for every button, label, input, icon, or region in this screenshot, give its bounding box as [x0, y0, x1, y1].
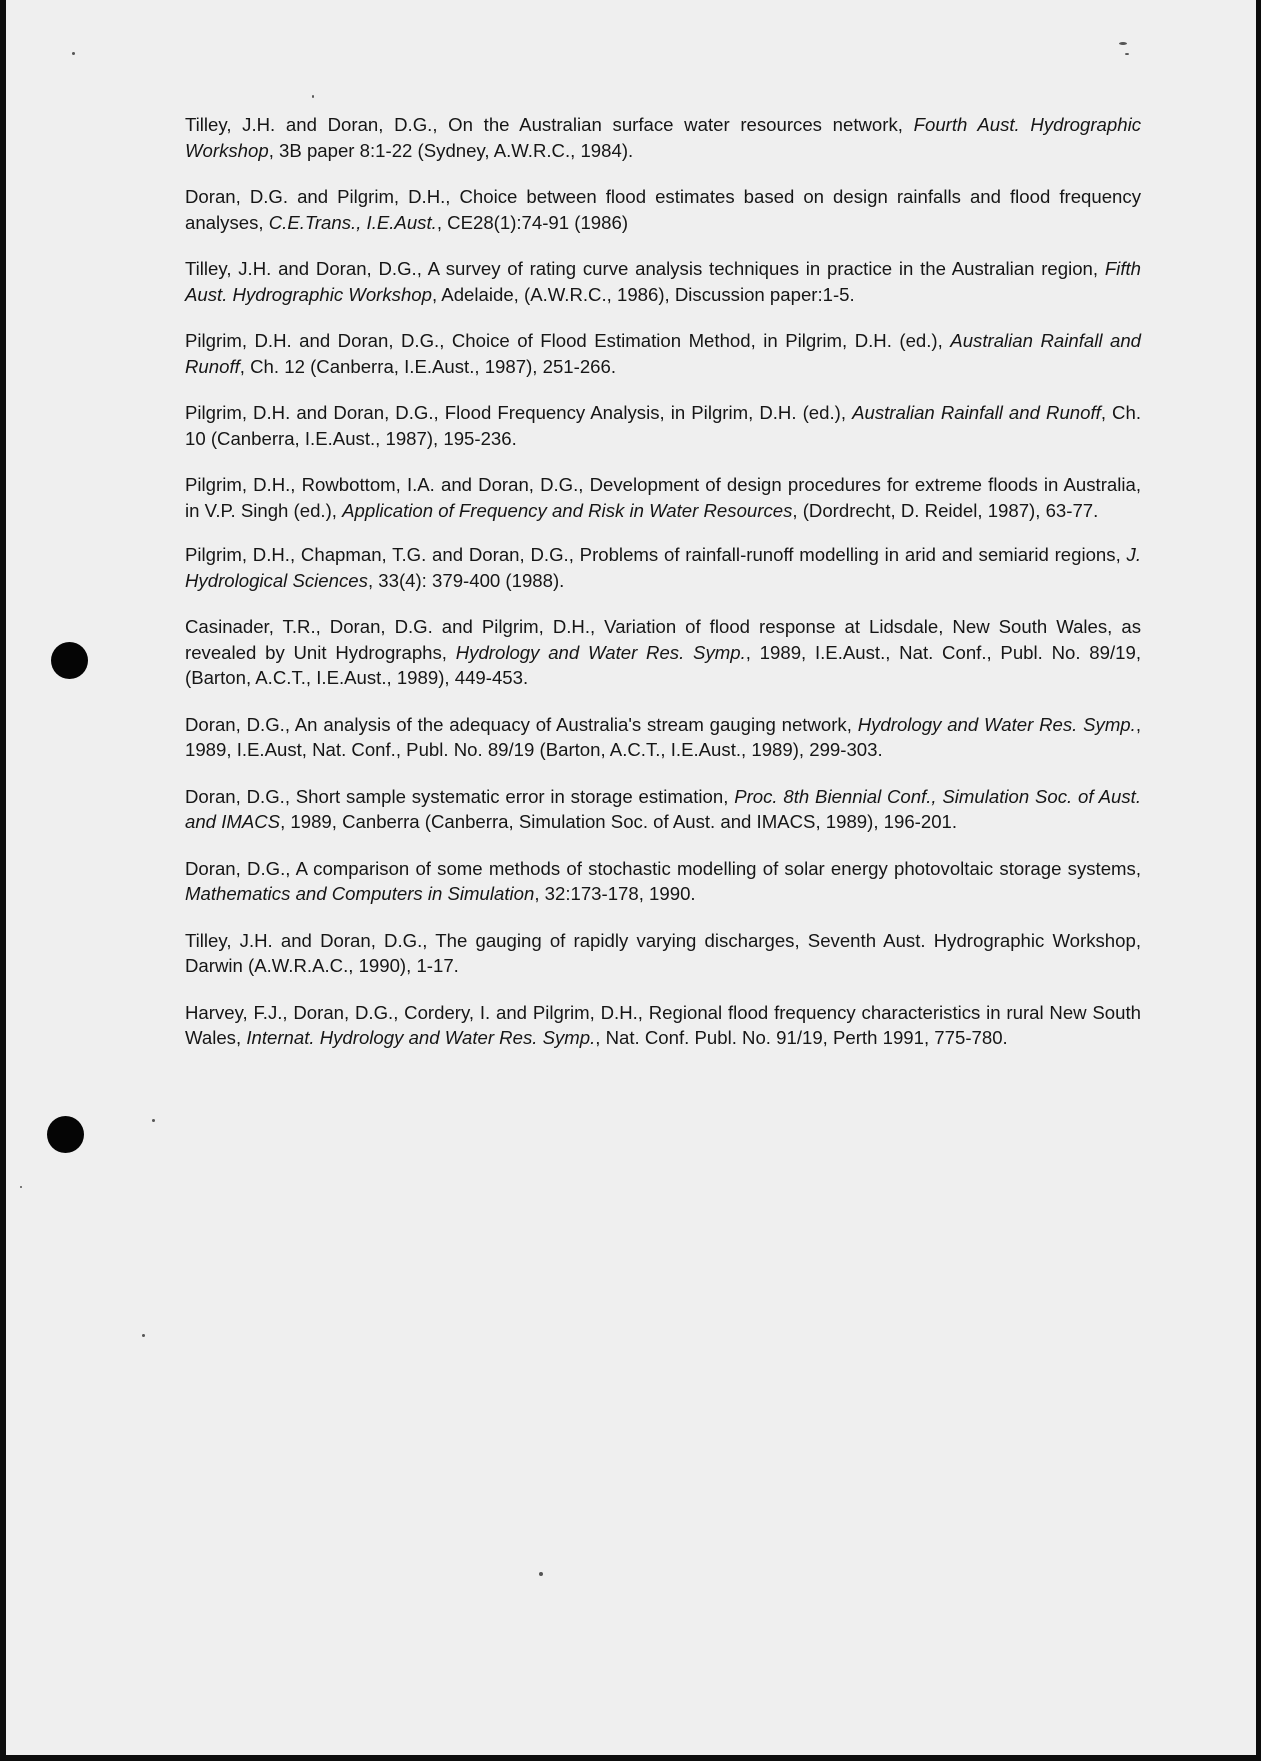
reference-text: Pilgrim, D.H. and Doran, D.G., Choice of Flood Estimation Method, in Pilgrim, D.H. (ed.),	[185, 330, 951, 351]
reference-source-title: Australian Rainfall and Runoff	[852, 402, 1101, 423]
reference-text: Doran, D.G., A comparison of some methods of stochastic modelling of solar energy photovoltaic storage systems,	[185, 857, 1141, 879]
reference-text: , 1989, I.E.Aust., Nat. Conf., Publ. No. 89/19, (Barton, A.C.T., I.E.Aust., 1989), 449-453.	[185, 641, 1141, 688]
reference-entry	[185, 712, 1141, 763]
reference-source-title: Proc. 8th Biennial Conf., Simulation Soc. of Aust. and IMACS	[185, 785, 1141, 832]
reference-entry	[185, 614, 1141, 691]
reference-text: Pilgrim, D.H., Chapman, T.G. and Doran, D.G., Problems of rainfall-runoff modelling in arid and semiarid regions,	[185, 544, 1127, 565]
scan-speck	[312, 95, 314, 98]
reference-text: , Adelaide, (A.W.R.C., 1986), Discussion paper:1-5.	[432, 283, 855, 305]
scan-speck	[142, 1334, 145, 1337]
scan-speck	[539, 1572, 543, 1576]
punch-hole-lower	[47, 1116, 84, 1153]
scan-speck	[1125, 53, 1129, 55]
reference-entry	[185, 184, 1141, 235]
reference-list	[185, 112, 1141, 1051]
reference-text: Pilgrim, D.H., Rowbottom, I.A. and Doran, D.G., Development of design procedures for extreme floods in Australia, in V.P. Singh (ed.),	[185, 474, 1141, 521]
reference-text: Doran, D.G., Short sample systematic error in storage estimation,	[185, 785, 735, 807]
reference-entry	[185, 1000, 1141, 1051]
reference-entry	[185, 784, 1141, 835]
reference-text: , 33(4): 379-400 (1988).	[367, 569, 565, 591]
reference-text: , CE28(1):74-91 (1986)	[436, 211, 629, 233]
reference-entry	[185, 112, 1141, 163]
reference-source-title: Fourth Aust. Hydrographic Workshop	[185, 114, 1141, 161]
reference-source-title: Application of Frequency and Risk in Water Resources	[342, 499, 793, 521]
punch-hole-upper	[51, 642, 88, 679]
reference-entry	[185, 542, 1141, 593]
reference-source-title: Hydrology and Water Res. Symp.	[455, 641, 746, 663]
reference-source-title: Fifth Aust. Hydrographic Workshop	[185, 258, 1141, 305]
reference-text: , 3B paper 8:1-22 (Sydney, A.W.R.C., 1984).	[268, 139, 634, 161]
reference-text: , Ch. 12 (Canberra, I.E.Aust., 1987), 251-266.	[239, 355, 617, 377]
reference-text: Harvey, F.J., Doran, D.G., Cordery, I. and Pilgrim, D.H., Regional flood frequency characteristics in rural New South Wales,	[185, 1001, 1141, 1048]
scan-speck	[20, 1186, 22, 1188]
reference-text: Tilley, J.H. and Doran, D.G., On the Australian surface water resources network,	[185, 114, 914, 135]
reference-text: Casinader, T.R., Doran, D.G. and Pilgrim, D.H., Variation of flood response at Lidsdale, New South Wales, as revealed by Unit Hydrographs,	[185, 616, 1141, 663]
reference-text: , Nat. Conf. Publ. No. 91/19, Perth 1991, 775-780.	[595, 1027, 1008, 1048]
reference-source-title: J. Hydrological Sciences	[185, 544, 1141, 591]
reference-text: Tilley, J.H. and Doran, D.G., The gauging of rapidly varying discharges, Seventh Aust. Hydrographic Workshop, Darwin (A.W.R.A.C., 1990), 1-17.	[185, 929, 1141, 976]
reference-source-title: Hydrology and Water Res. Symp.	[857, 713, 1136, 735]
scan-speck	[72, 52, 75, 55]
reference-source-title: Internat. Hydrology and Water Res. Symp.	[246, 1027, 596, 1048]
reference-entry	[185, 328, 1141, 379]
reference-source-title: Mathematics and Computers in Simulation	[185, 883, 535, 904]
scan-speck	[1119, 42, 1127, 45]
reference-text: Pilgrim, D.H. and Doran, D.G., Flood Frequency Analysis, in Pilgrim, D.H. (ed.),	[185, 402, 853, 423]
reference-text: , 1989, I.E.Aust, Nat. Conf., Publ. No. 89/19 (Barton, A.C.T., I.E.Aust., 1989), 299-303.	[185, 713, 1141, 760]
reference-entry	[185, 856, 1141, 907]
reference-entry	[185, 472, 1141, 523]
scan-speck	[152, 1119, 155, 1122]
reference-source-title: C.E.Trans., I.E.Aust.	[268, 211, 437, 233]
reference-text: Doran, D.G., An analysis of the adequacy of Australia's stream gauging network,	[185, 713, 858, 735]
reference-text: Tilley, J.H. and Doran, D.G., A survey of rating curve analysis techniques in practice in the Australian region,	[185, 258, 1105, 279]
reference-entry	[185, 256, 1141, 307]
reference-text: , 1989, Canberra (Canberra, Simulation Soc. of Aust. and IMACS, 1989), 196-201.	[280, 811, 958, 832]
reference-entry	[185, 400, 1141, 451]
scanned-page	[6, 0, 1256, 1755]
reference-text: , (Dordrecht, D. Reidel, 1987), 63-77.	[792, 499, 1099, 521]
reference-text: , 32:173-178, 1990.	[534, 883, 696, 904]
reference-source-title: Australian Rainfall and Runoff	[185, 330, 1142, 377]
reference-entry	[185, 928, 1141, 979]
reference-text: Doran, D.G. and Pilgrim, D.H., Choice between flood estimates based on design rainfalls and flood frequency analyses,	[185, 186, 1141, 233]
reference-text: , Ch. 10 (Canberra, I.E.Aust., 1987), 195-236.	[185, 402, 1141, 449]
